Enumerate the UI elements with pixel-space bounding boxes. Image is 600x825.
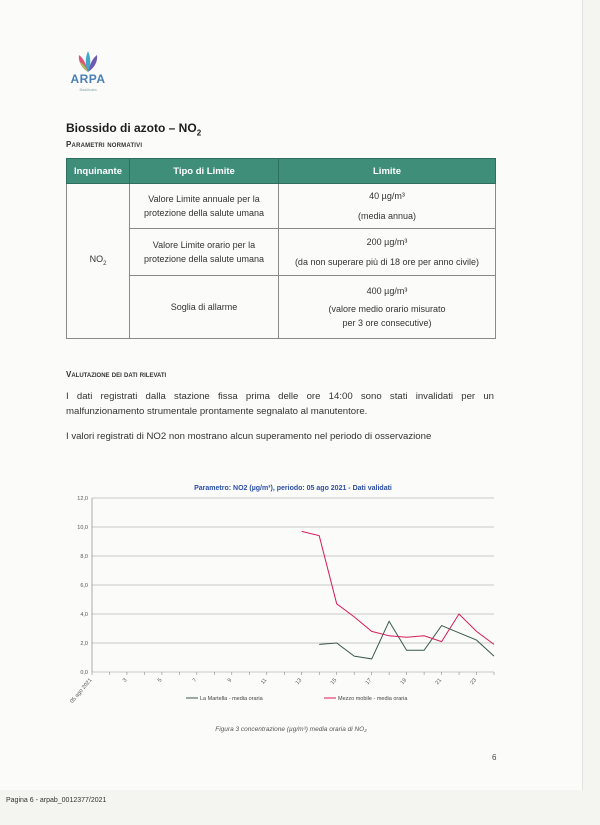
x-tick-label: 7 bbox=[191, 677, 199, 684]
x-tick-label: 11 bbox=[260, 677, 269, 686]
limit-note: (valore medio orario misurato per 3 ore consecutive) bbox=[328, 304, 446, 328]
y-tick-label: 0,0 bbox=[80, 670, 88, 676]
limit-value: 40 µg/m³ bbox=[369, 191, 405, 201]
y-tick-label: 4,0 bbox=[80, 612, 88, 618]
x-tick-label: 23 bbox=[469, 677, 479, 686]
y-tick-label: 12,0 bbox=[77, 496, 88, 502]
limit-value-cell bbox=[279, 229, 496, 276]
table-row bbox=[67, 184, 496, 229]
x-tick-label: 21 bbox=[434, 677, 444, 686]
paragraph-invalidated-data: I dati registrati dalla stazione fissa prima delle ore 14:00 sono stati invalidati per un malfunzionamento strumentale prontamente segnalato al manutentore. bbox=[66, 391, 494, 417]
header-limit: Limite bbox=[279, 159, 496, 184]
table-row bbox=[67, 276, 496, 339]
arpa-logo bbox=[66, 50, 110, 92]
section-subtitle: Parametri normativi bbox=[66, 140, 143, 149]
series-line-la-martella bbox=[319, 621, 494, 659]
document-footer: Pagina 6 - arpab_0012377/2021 bbox=[6, 797, 107, 804]
paragraph-no-exceedance: I valori registrati di NO2 non mostrano alcun superamento nel periodo di osservazione bbox=[66, 431, 432, 442]
pollutant-cell: $NO_2$ bbox=[67, 184, 130, 339]
limit-note: (da non superare più di 18 ore per anno civile) bbox=[294, 257, 480, 267]
y-tick-label: 10,0 bbox=[77, 525, 88, 531]
header-limit-type: Tipo di Limite bbox=[130, 159, 279, 184]
legend-entry: La Martella - media oraria bbox=[200, 696, 263, 702]
x-tick-label: 9 bbox=[226, 677, 234, 684]
limit-type-cell: Valore Limite annuale per la protezione della salute umana bbox=[130, 184, 279, 229]
y-tick-label: 6,0 bbox=[80, 583, 88, 589]
limits-table bbox=[66, 158, 496, 339]
flower-logo-icon bbox=[75, 50, 101, 74]
limit-value: 200 µg/m³ bbox=[366, 237, 408, 247]
no2-line-chart bbox=[64, 476, 500, 708]
limit-type-cell: Soglia di allarme bbox=[130, 276, 279, 339]
limit-value: 400 µg/m³ bbox=[366, 286, 408, 296]
evaluation-title: Valutazione dei dati rilevati bbox=[66, 370, 167, 379]
page-number: 6 bbox=[492, 753, 497, 762]
x-tick-label: 19 bbox=[399, 677, 409, 686]
legend-entry: Mezzo mobile - media oraria bbox=[338, 696, 408, 702]
y-tick-label: 8,0 bbox=[80, 554, 88, 560]
logo-tagline: Basilicata bbox=[79, 87, 97, 92]
x-tick-label: 15 bbox=[329, 677, 339, 686]
x-tick-label: 05 ago 2021 bbox=[69, 677, 94, 705]
y-tick-label: 2,0 bbox=[80, 641, 88, 647]
x-tick-label: 5 bbox=[156, 677, 164, 684]
x-tick-label: 3 bbox=[121, 677, 129, 684]
header-pollutant: Inquinante bbox=[67, 159, 130, 184]
logo-text: ARPA bbox=[70, 72, 106, 86]
x-tick-label: 13 bbox=[294, 677, 304, 686]
limit-value-cell bbox=[279, 184, 496, 229]
limit-note: (media annua) bbox=[357, 211, 417, 221]
limit-value-cell bbox=[279, 276, 496, 339]
x-tick-label: 17 bbox=[364, 677, 374, 686]
table-header-row bbox=[67, 159, 496, 184]
figure-caption: Figura 3 concentrazione (µg/m³) media oraria di NO₂ bbox=[215, 726, 367, 733]
series-line-mezzo-mobile bbox=[302, 531, 494, 644]
section-title: Biossido di azoto – $NO_2$ bbox=[66, 121, 202, 138]
limit-type-cell: Valore Limite orario per la protezione della salute umana bbox=[130, 229, 279, 276]
chart-title: Parametro: NO2 (µg/m³), periodo: 05 ago 2021 - Dati validati bbox=[194, 485, 392, 492]
table-row bbox=[67, 229, 496, 276]
